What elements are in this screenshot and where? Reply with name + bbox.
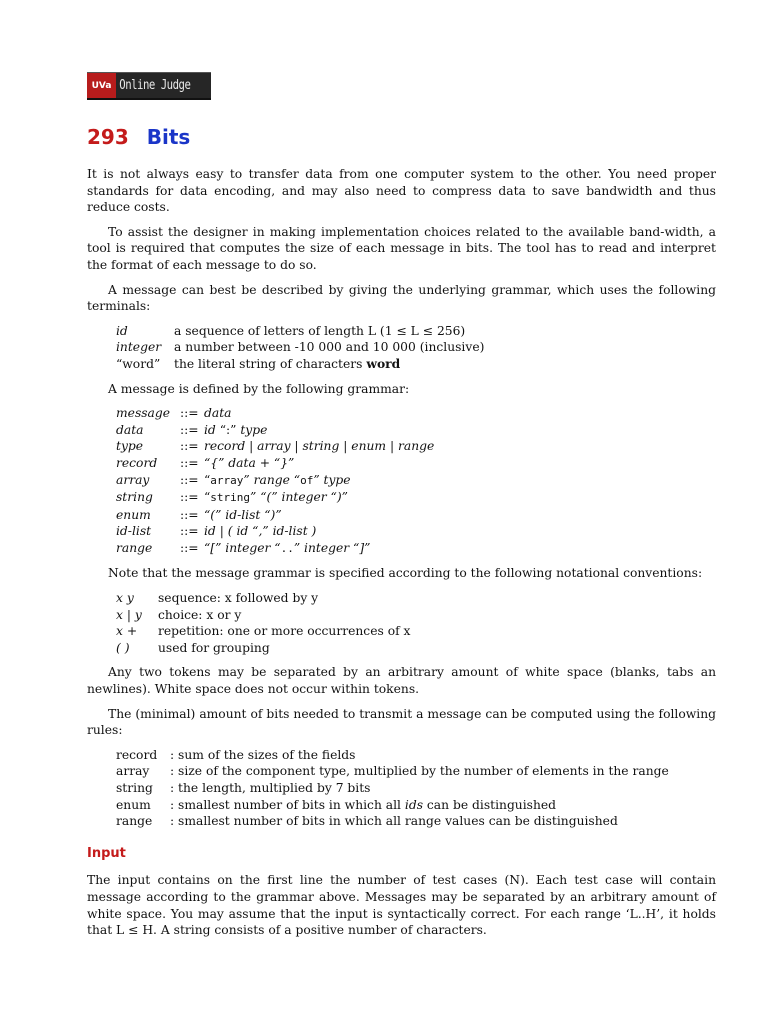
- convention-row: [116, 607, 411, 624]
- grammar-lhs: message: [116, 406, 171, 421]
- convention-key: x | y: [116, 607, 142, 622]
- grammar-lhs: string: [116, 490, 153, 505]
- rule-row: [116, 780, 669, 797]
- conventions-table: [116, 590, 411, 656]
- terminal-word-bold: word: [366, 355, 401, 371]
- grammar-rule: [116, 507, 434, 524]
- convention-desc: choice: x or y: [158, 607, 242, 622]
- grammar-rule: [116, 523, 434, 540]
- grammar-literal: array: [210, 473, 244, 487]
- grammar-rule: [116, 438, 434, 455]
- grammar-rule: [116, 422, 434, 439]
- grammar-token: id: [204, 422, 216, 437]
- rule-row: [116, 763, 669, 780]
- terminal-key: “word”: [116, 356, 161, 371]
- whitespace-paragraph: Any two tokens may be separated by an arbitrary amount of white space (blanks, tabs an newlines). White space does not occur within tokens.: [87, 665, 716, 697]
- input-heading: Input: [87, 845, 126, 861]
- terminals-intro: A message can best be described by giving the underlying grammar, which uses the following terminals:: [87, 282, 716, 314]
- convention-desc: repetition: one or more occurrences of x: [158, 624, 411, 639]
- grammar-rhs: [204, 472, 434, 490]
- convention-key: x y: [116, 591, 134, 606]
- grammar-token: type: [240, 422, 268, 437]
- grammar-rhs: “(” id-list “)”: [204, 507, 282, 522]
- tool-paragraph: To assist the designer in making implementation choices related to the available band-width, a tool is required that computes the size of each message in bits. The tool has to read and interpret the format of each message to do so.: [87, 224, 716, 272]
- terminal-desc: a sequence of letters of length L (1 ≤ L ≤ 256): [174, 323, 466, 338]
- convention-row: [116, 623, 411, 640]
- rule-row: [116, 797, 669, 814]
- convention-row: [116, 590, 411, 607]
- problem-title: [87, 125, 190, 149]
- grammar-intro: A message is defined by the following grammar:: [108, 381, 410, 396]
- grammar-rhs: record | array | string | enum | range: [204, 439, 435, 454]
- grammar-token: “[” integer “: [204, 540, 281, 555]
- rule-desc: : sum of the sizes of the fields: [170, 747, 356, 762]
- intro-paragraph: It is not always easy to transfer data from one computer system to the other. You need proper standards for data encoding, and may also need to compress data to save bandwidth and thus reduce costs.: [87, 167, 716, 215]
- rule-row: [116, 813, 669, 830]
- terminal-desc: [174, 356, 484, 373]
- problem-statement: [87, 166, 716, 947]
- grammar-rule: [116, 472, 434, 490]
- grammar-rule: [116, 455, 434, 472]
- terminal-row: [116, 356, 484, 373]
- terminal-row: [116, 323, 484, 340]
- rule-key: string: [116, 781, 153, 795]
- convention-key: ( ): [116, 640, 130, 655]
- rule-desc: : the length, multiplied by 7 bits: [170, 781, 371, 795]
- grammar-lhs: type: [116, 439, 144, 454]
- grammar-rhs: data: [204, 406, 232, 421]
- rules-intro: The (minimal) amount of bits needed to transmit a message can be computed using the following rules:: [87, 706, 716, 738]
- terminal-key: id: [116, 323, 128, 338]
- rule-key: enum: [116, 797, 151, 812]
- grammar-literal: of: [300, 473, 314, 487]
- grammar-rhs: [204, 422, 434, 439]
- terminal-desc-text: the literal string of characters: [174, 356, 367, 371]
- grammar-token: “:”: [215, 422, 241, 437]
- terminals-table: [116, 323, 484, 373]
- grammar-defsym: ::=: [180, 507, 199, 522]
- convention-desc: sequence: x followed by y: [158, 591, 319, 606]
- grammar-defsym: ::=: [180, 406, 199, 421]
- problem-number: 293: [87, 125, 129, 149]
- rule-desc-text: can be distinguished: [423, 797, 557, 812]
- convention-row: [116, 640, 411, 657]
- grammar-token: “: [204, 490, 211, 505]
- rule-desc: [170, 797, 669, 814]
- rule-desc-text: : smallest number of bits in which all: [170, 797, 405, 812]
- problem-name: Bits: [146, 125, 191, 149]
- terminal-key: integer: [116, 340, 162, 355]
- grammar-token: ” “(” integer “)”: [250, 490, 348, 505]
- input-paragraph: The input contains on the first line the number of test cases (N). Each test case will contain message according to the grammar above. Messages may be separated by an arbitrary amount of white space. You may assume that the input is syntactically correct. For each range ‘L..H’, it holds that L ≤ H. A string consists of a positive number of characters.: [87, 873, 716, 938]
- grammar-rule: [116, 540, 434, 558]
- grammar-literal: string: [210, 491, 251, 505]
- grammar-defsym: ::=: [180, 540, 199, 555]
- grammar-lhs: id-list: [116, 524, 152, 539]
- rule-desc-italic: ids: [404, 797, 424, 812]
- rule-desc: : smallest number of bits in which all range values can be distinguished: [170, 814, 618, 829]
- grammar-token: ” integer “]”: [293, 540, 371, 555]
- uva-logo: UVa: [87, 73, 116, 98]
- grammar-token: “: [204, 472, 211, 487]
- grammar-lhs: data: [116, 422, 144, 437]
- online-judge-label: Online Judge: [119, 78, 191, 93]
- rules-table: [116, 747, 669, 830]
- grammar-defsym: ::=: [180, 455, 199, 470]
- online-judge-banner: [87, 72, 211, 100]
- grammar-token: ” range “: [243, 472, 301, 487]
- grammar-lhs: enum: [116, 507, 151, 522]
- convention-key: x +: [116, 624, 138, 639]
- terminal-desc: a number between -10 000 and 10 000 (inclusive): [174, 340, 485, 355]
- rule-key: array: [116, 764, 150, 779]
- rule-row: [116, 747, 669, 764]
- grammar-rule: [116, 405, 434, 422]
- rule-desc: : size of the component type, multiplied by the number of elements in the range: [170, 764, 669, 779]
- conventions-intro: Note that the message grammar is specified according to the following notational conventions:: [108, 566, 703, 581]
- grammar-lhs: array: [116, 472, 150, 487]
- rule-key: range: [116, 814, 153, 829]
- grammar-rhs: id | ( id “,” id-list ): [204, 524, 317, 539]
- grammar-defsym: ::=: [180, 524, 199, 539]
- grammar-defsym: ::=: [180, 472, 199, 487]
- grammar-defsym: ::=: [180, 439, 199, 454]
- grammar-lhs: range: [116, 540, 153, 555]
- grammar-rhs: [204, 489, 434, 507]
- grammar-defsym: ::=: [180, 422, 199, 437]
- grammar-rhs: [204, 540, 434, 558]
- grammar-table: [116, 405, 434, 557]
- convention-desc: used for grouping: [158, 640, 270, 655]
- grammar-lhs: record: [116, 455, 158, 470]
- grammar-defsym: ::=: [180, 490, 199, 505]
- grammar-literal: ..: [280, 541, 294, 555]
- terminal-row: [116, 339, 484, 356]
- grammar-token: ” type: [313, 472, 351, 487]
- grammar-rule: [116, 489, 434, 507]
- rule-key: record: [116, 747, 158, 762]
- grammar-rhs: “{” data + “}”: [204, 455, 295, 470]
